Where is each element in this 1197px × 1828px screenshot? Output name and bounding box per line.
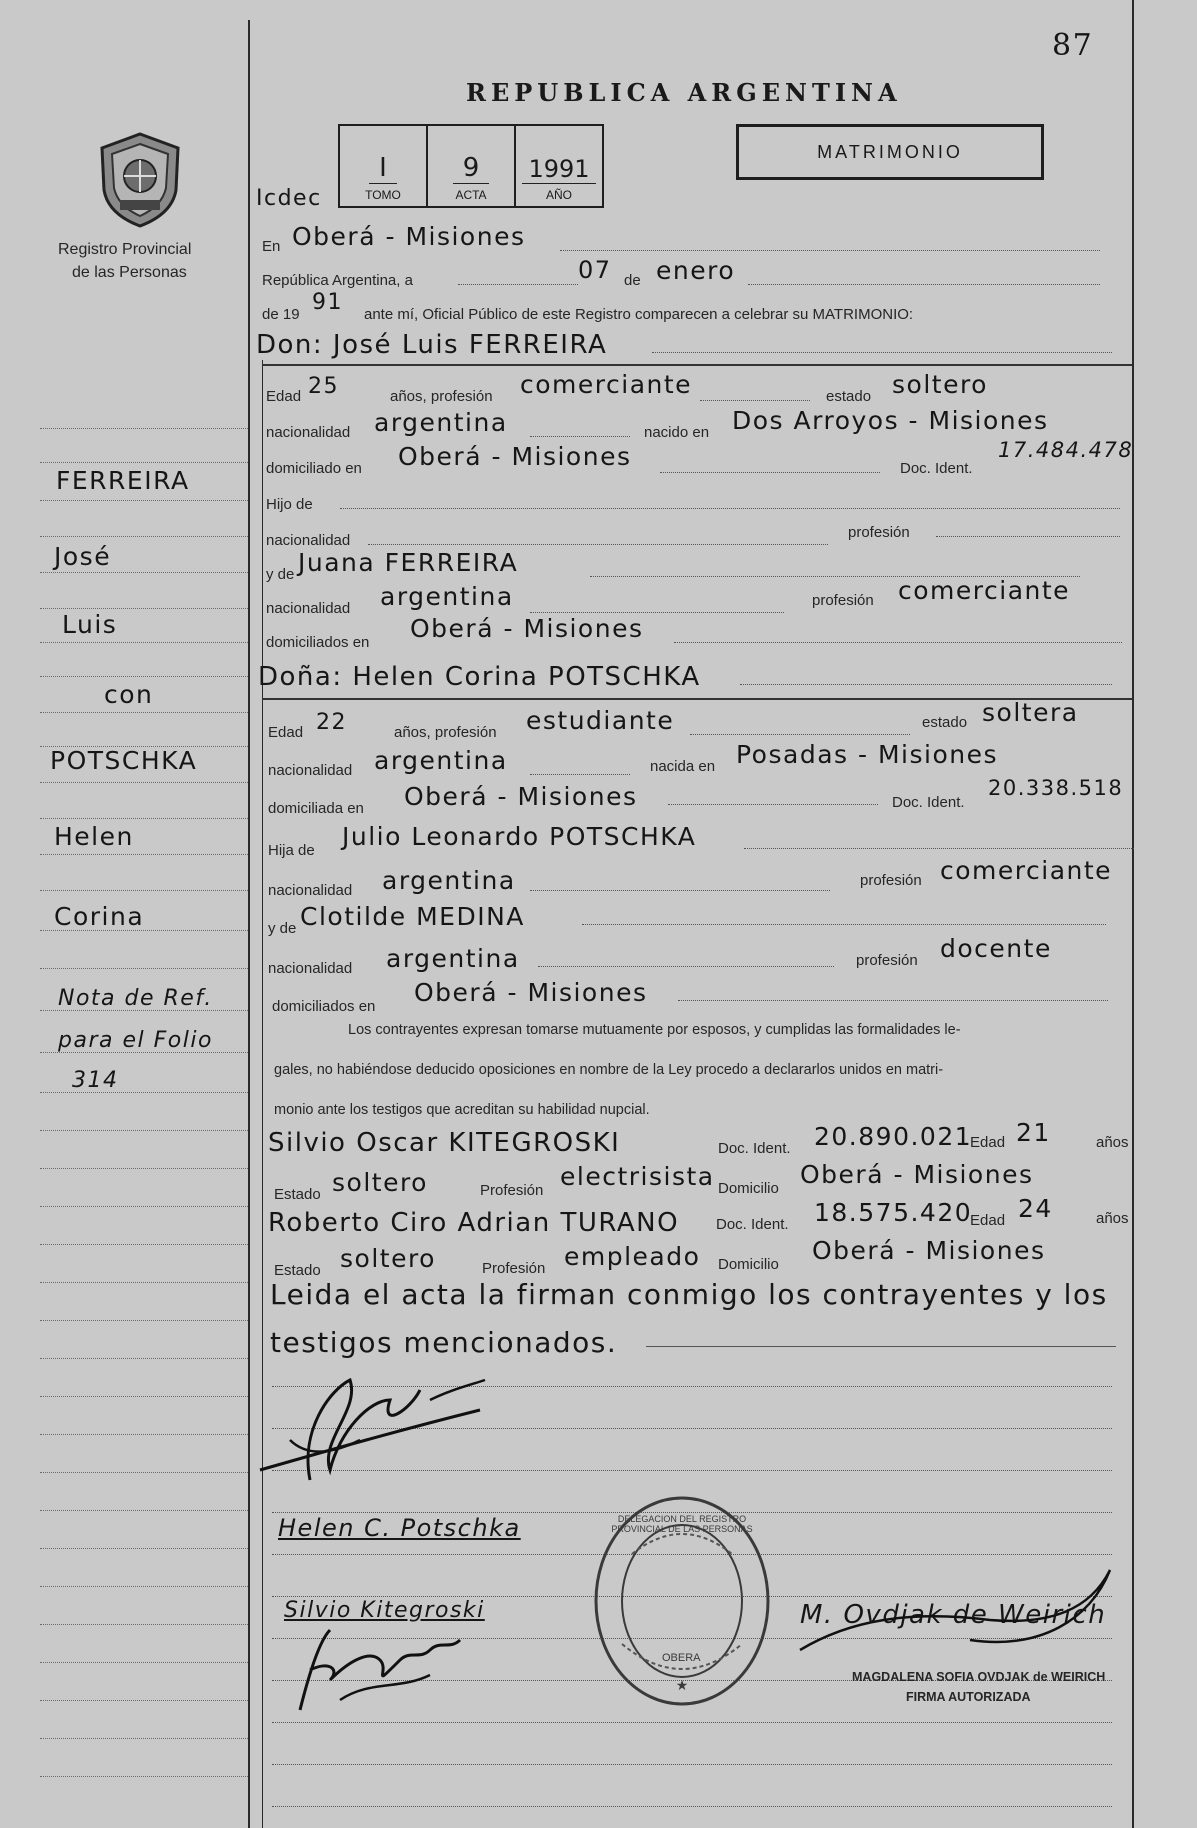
margin-line [40, 1700, 248, 1701]
dotted-line [538, 966, 834, 967]
ruled-line [272, 1764, 1112, 1765]
witness2-doc: 18.575.420 [814, 1198, 973, 1227]
label-estado: Estado [274, 1186, 321, 1203]
label-anios-profesion: años, profesión [394, 724, 497, 741]
margin-line [40, 1434, 248, 1435]
groom-padres-dom: Oberá - Misiones [410, 614, 644, 643]
margin-line [40, 642, 248, 643]
official-signature-flourish [790, 1560, 1120, 1670]
provincial-seal-icon [92, 130, 188, 230]
witness1-name: Silvio Oscar KITEGROSKI [268, 1128, 621, 1158]
groom-nacionalidad: argentina [374, 408, 508, 437]
label-nacido-en: nacido en [644, 424, 710, 441]
margin-line [40, 1168, 248, 1169]
month-value: enero [656, 256, 736, 285]
margin-note: Luis [62, 610, 118, 639]
ruled-line [272, 1806, 1112, 1807]
margin-line [40, 1624, 248, 1625]
dotted-line [530, 436, 630, 437]
groom-madre: Juana FERREIRA [298, 548, 519, 577]
margin-line [40, 818, 248, 819]
day-value: 07 [578, 256, 612, 284]
official-signature: M. Ovdjak de Weirich [800, 1600, 1107, 1630]
anio-cell [516, 126, 602, 206]
dotted-line [368, 544, 828, 545]
witness2-domicilio: Oberá - Misiones [812, 1236, 1046, 1265]
label-domiciliado: domiciliado en [266, 460, 362, 477]
right-border [1132, 0, 1134, 1828]
bride-nacida: Posadas - Misiones [736, 740, 998, 769]
label-domiciliados: domiciliados en [266, 634, 370, 651]
page-number: 87 [1052, 28, 1094, 63]
groom-doc: 17.484.478 [998, 438, 1134, 462]
declaration-line3: monio ante los testigos que acreditan su habilidad nupcial. [274, 1102, 650, 1118]
label-nacionalidad: nacionalidad [266, 600, 351, 617]
witness1-domicilio: Oberá - Misiones [800, 1160, 1034, 1189]
left-border [248, 20, 250, 1828]
label-anios: años [1096, 1210, 1129, 1227]
margin-note: con [104, 680, 154, 709]
witness2-estado: soltero [340, 1244, 436, 1273]
witness1-estado: soltero [332, 1168, 428, 1197]
bride-madre-prof: docente [940, 934, 1052, 963]
margin-line [40, 608, 248, 609]
groom-signature [250, 1370, 490, 1500]
official-name: MAGDALENA SOFIA OVDJAK de WEIRICH [852, 1670, 1106, 1684]
witness2-name: Roberto Ciro Adrian TURANO [268, 1208, 680, 1238]
margin-line [40, 1282, 248, 1283]
groom-profesion: comerciante [520, 370, 693, 399]
bride-madre-nac: argentina [386, 944, 520, 973]
label-nacionalidad: nacionalidad [268, 960, 353, 977]
year-suffix: 91 [312, 290, 343, 315]
label-edad: Edad [970, 1212, 1006, 1229]
declaration-line2: gales, no habiéndose deducido oposiciones en nombre de la Ley procedo a declararlos unidos en matri- [274, 1062, 944, 1078]
declaration-line1: Los contrayentes expresan tomarse mutuamente por esposos, y cumplidas las formalidades le- [348, 1022, 961, 1038]
dotted-line [936, 536, 1120, 537]
tomo-value: I [369, 153, 397, 184]
margin-line [40, 536, 248, 537]
groom-edad: 25 [308, 374, 339, 399]
margin-line [40, 572, 248, 573]
label-nacionalidad: nacionalidad [266, 532, 351, 549]
acta-cell [428, 126, 516, 206]
closing-line [646, 1346, 1116, 1347]
country-title: REPUBLICA ARGENTINA [466, 78, 902, 107]
section-rule [262, 364, 1132, 366]
margin-line [40, 1738, 248, 1739]
witness2-signature [280, 1620, 480, 1720]
form-left-border [262, 360, 263, 1828]
margin-note: Helen [54, 822, 134, 851]
margin-line [40, 1320, 248, 1321]
witness1-profesion: electrisista [560, 1162, 715, 1191]
bride-signature: Helen C. Potschka [278, 1514, 521, 1542]
dotted-line [660, 472, 880, 473]
witness2-edad: 24 [1018, 1194, 1053, 1223]
acta-value: 9 [453, 153, 490, 184]
bride-doc: 20.338.518 [988, 776, 1124, 800]
label-profesion: Profesión [482, 1260, 546, 1277]
label-doc-ident: Doc. Ident. [716, 1216, 789, 1233]
bride-estado: soltera [982, 698, 1079, 727]
margin-line [40, 1776, 248, 1777]
bride-edad: 22 [316, 710, 347, 735]
witness1-signature: Silvio Kitegroski [284, 1598, 485, 1623]
margin-line [40, 500, 248, 501]
svg-text:★: ★ [675, 1677, 689, 1693]
label-nacionalidad: nacionalidad [268, 882, 353, 899]
label-y-de: y de [266, 566, 295, 583]
margin-line [40, 1548, 248, 1549]
margin-line [40, 854, 248, 855]
bride-nacionalidad: argentina [374, 746, 508, 775]
margin-line [40, 676, 248, 677]
label-doc-ident: Doc. Ident. [900, 460, 973, 477]
official-title: FIRMA AUTORIZADA [906, 1690, 1031, 1704]
margin-note: 314 [72, 1068, 119, 1093]
margin-line [40, 1662, 248, 1663]
label-estado: estado [826, 388, 872, 405]
dotted-line [340, 508, 1120, 509]
dotted-line [530, 890, 830, 891]
dotted-line [674, 642, 1122, 643]
margin-line [40, 428, 248, 429]
de-label: de [624, 272, 641, 289]
bride-padre-nac: argentina [382, 866, 516, 895]
tomo-label: TOMO [365, 188, 401, 202]
ruled-line [272, 1722, 1112, 1723]
label-profesion: profesión [856, 952, 918, 969]
label-profesion: profesión [848, 524, 910, 541]
dotted-line [678, 1000, 1108, 1001]
margin-line [40, 1206, 248, 1207]
margin-note: Nota de Ref. [58, 986, 213, 1011]
label-estado: Estado [274, 1262, 321, 1279]
label-profesion: profesión [860, 872, 922, 889]
bride-padre-prof: comerciante [940, 856, 1113, 885]
groom-title: Don: José Luis FERREIRA [256, 330, 608, 360]
prefix-text: Icdec [256, 186, 322, 211]
label-doc-ident: Doc. Ident. [892, 794, 965, 811]
label-anios: años [1096, 1134, 1129, 1151]
margin-line [40, 1510, 248, 1511]
bride-padre: Julio Leonardo POTSCHKA [342, 822, 697, 851]
margin-line [40, 1244, 248, 1245]
label-domiciliada: domiciliada en [268, 800, 364, 817]
bride-title: Doña: Helen Corina POTSCHKA [258, 662, 701, 692]
label-nacionalidad: nacionalidad [266, 424, 351, 441]
margin-line [40, 890, 248, 891]
label-domicilio: Domicilio [718, 1180, 779, 1197]
label-edad: Edad [970, 1134, 1006, 1151]
label-hija-de: Hija de [268, 842, 315, 859]
dotted-line [560, 250, 1100, 251]
statement-text: ante mí, Oficial Público de este Registro comparecen a celebrar su MATRIMONIO: [364, 306, 914, 323]
witness1-doc: 20.890.021 [814, 1122, 973, 1151]
witness1-edad: 21 [1016, 1118, 1051, 1147]
registry-line2: de las Personas [72, 264, 187, 281]
margin-line [40, 782, 248, 783]
label-edad: Edad [266, 388, 302, 405]
label-hijo-de: Hijo de [266, 496, 313, 513]
margin-line [40, 1130, 248, 1131]
dotted-line [700, 400, 810, 401]
label-domicilio: Domicilio [718, 1256, 779, 1273]
label-profesion: profesión [812, 592, 874, 609]
margin-note: Corina [54, 902, 145, 931]
margin-note: POTSCHKA [50, 746, 198, 775]
label-edad: Edad [268, 724, 304, 741]
closing-line2: testigos mencionados. [270, 1326, 618, 1359]
groom-estado: soltero [892, 370, 988, 399]
margin-line [40, 712, 248, 713]
stamp-text: DELEGACION DEL REGISTRO PROVINCIAL DE LAS PERSONAS [611, 1514, 753, 1534]
label-domiciliados: domiciliados en [272, 998, 376, 1015]
label-anios-profesion: años, profesión [390, 388, 493, 405]
label-nacida-en: nacida en [650, 758, 716, 775]
margin-note: para el Folio [58, 1028, 213, 1053]
label-nacionalidad: nacionalidad [268, 762, 353, 779]
tomo-acta-box [338, 124, 604, 208]
margin-note: José [54, 542, 112, 571]
dotted-line [582, 924, 1106, 925]
label-y-de: y de [268, 920, 297, 937]
groom-domicilio: Oberá - Misiones [398, 442, 632, 471]
dotted-line [530, 612, 784, 613]
margin-line [40, 1586, 248, 1587]
anio-label: AÑO [545, 188, 572, 202]
groom-madre-prof: comerciante [898, 576, 1071, 605]
closing-line1: Leida el acta la firman conmigo los contrayentes y los [270, 1278, 1108, 1311]
bride-domicilio: Oberá - Misiones [404, 782, 638, 811]
margin-line [40, 1358, 248, 1359]
dotted-line [740, 684, 1112, 685]
tomo-cell [340, 126, 428, 206]
bride-madre: Clotilde MEDINA [300, 902, 525, 931]
dotted-line [748, 284, 1100, 285]
stamp-city: OBERA [662, 1652, 701, 1664]
anio-value: 1991 [522, 155, 595, 184]
act-type-label: MATRIMONIO [817, 141, 963, 162]
dotted-line [690, 734, 910, 735]
place-value: Oberá - Misiones [292, 222, 526, 251]
bride-profesion: estudiante [526, 706, 675, 735]
de19-label: de 19 [262, 306, 300, 323]
dotted-line [668, 804, 878, 805]
margin-line [40, 1472, 248, 1473]
margin-line [40, 1396, 248, 1397]
republica-label: República Argentina, a [262, 272, 413, 289]
label-doc-ident: Doc. Ident. [718, 1140, 791, 1157]
margin-line [40, 462, 248, 463]
margin-note: FERREIRA [56, 466, 190, 495]
groom-madre-nac: argentina [380, 582, 514, 611]
registry-line1: Registro Provincial [58, 241, 192, 258]
bride-padres-dom: Oberá - Misiones [414, 978, 648, 1007]
label-profesion: Profesión [480, 1182, 544, 1199]
dotted-line [530, 774, 630, 775]
dotted-line [652, 352, 1112, 353]
margin-line [40, 968, 248, 969]
dotted-line [744, 848, 1134, 849]
en-label: En [262, 238, 281, 255]
act-type-box [736, 124, 1044, 180]
acta-label: ACTA [455, 188, 487, 202]
label-estado: estado [922, 714, 968, 731]
witness2-profesion: empleado [564, 1242, 701, 1271]
groom-nacido: Dos Arroyos - Misiones [732, 406, 1049, 435]
dotted-line [458, 284, 578, 285]
